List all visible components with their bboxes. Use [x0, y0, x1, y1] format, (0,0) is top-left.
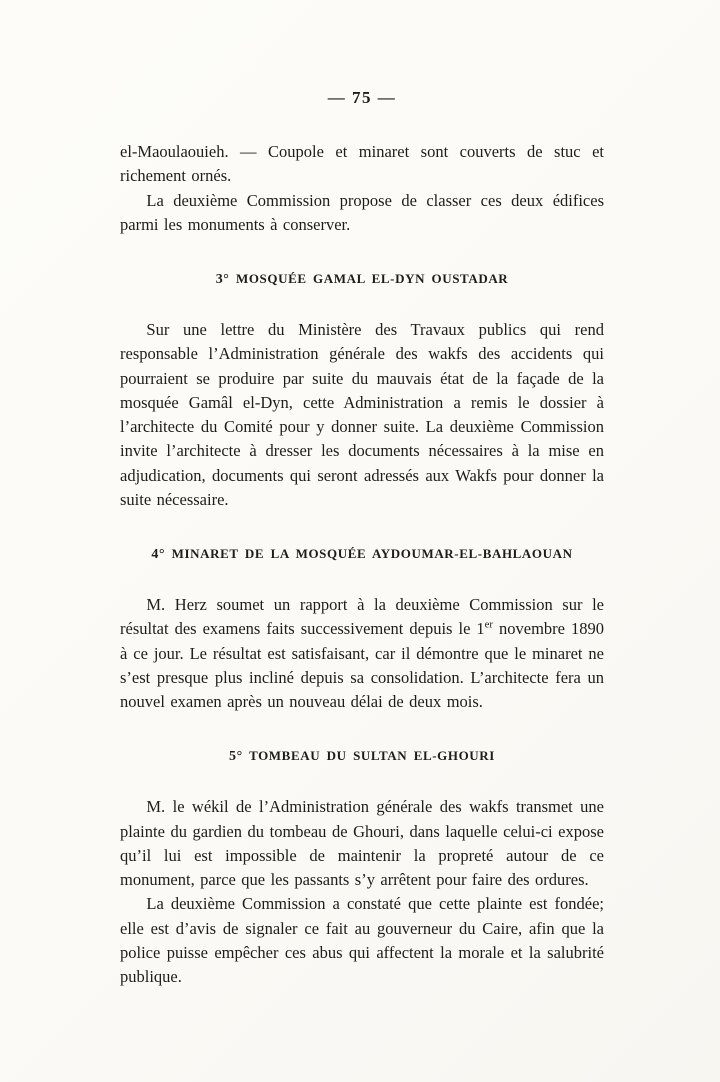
paragraph: Sur une lettre du Ministère des Travaux publics qui rend responsable l’Administration générale des wakfs des accidents qui pourraient se produire par suite du mauvais état de la façade de la mosquée Gamâl el-Dyn, cette Administration a remis le dossier à l’architecte du Comité pour y donner suite. La deuxième Commission invite l’architecte à dresser les documents nécessaires à la mise en adjudication, documents qui seront adressés aux Wakfs pour donner la suite nécessaire.	[120, 320, 604, 509]
paragraph-continuation: el-Maoulaouieh. — Coupole et minaret sont couverts de stuc et richement ornés.	[120, 142, 604, 186]
section-heading-3	[120, 271, 604, 288]
page-number: — 75 —	[327, 88, 397, 107]
section-number: 5°	[229, 749, 243, 765]
section-heading-5	[120, 748, 604, 765]
section-number: 4°	[151, 547, 166, 562]
paragraph-text: M. Herz soumet un rapport à la deuxième Commission sur le résultat des examens faits successivement depuis le 1	[120, 595, 604, 639]
paragraph: M. le wékil de l’Administration générale des wakfs transmet une plainte du gardien du tombeau de Ghouri, dans laquelle celui-ci expose qu’il lui est impossible de maintenir la propreté autour de ce monument, parce que les passants s’y arrêtent pour faire des ordures.	[120, 797, 604, 889]
paragraph: La deuxième Commission propose de classer ces deux édifices parmi les monuments à conserver.	[120, 190, 604, 234]
ordinal-superscript: er	[484, 618, 493, 631]
paragraph	[120, 593, 604, 714]
section-heading-4	[120, 546, 604, 563]
section-title: MOSQUÉE GAMAL EL-DYN OUSTADAR	[235, 271, 509, 286]
paragraph-text: novembre 1890 à ce jour. Le résultat est satisfaisant, car il démontre que le minaret ne s’est presque plus incliné depuis sa consolidation. L’architecte fera un nouvel examen après un nouveau délai de deux mois.	[120, 619, 604, 711]
paragraph: La deuxième Commission a constaté que cette plainte est fondée; elle est d’avis de signaler ce fait au gouverneur du Caire, afin que la police puisse empêcher ces abus qui affectent la morale et la salubrité publique.	[120, 894, 604, 986]
section-title: MINARET DE LA MOSQUÉE AYDOUMAR-EL-BAHLAOUAN	[171, 546, 573, 561]
section-number: 3°	[215, 272, 230, 287]
section-title: TOMBEAU DU SULTAN EL-GHOURI	[249, 748, 495, 764]
